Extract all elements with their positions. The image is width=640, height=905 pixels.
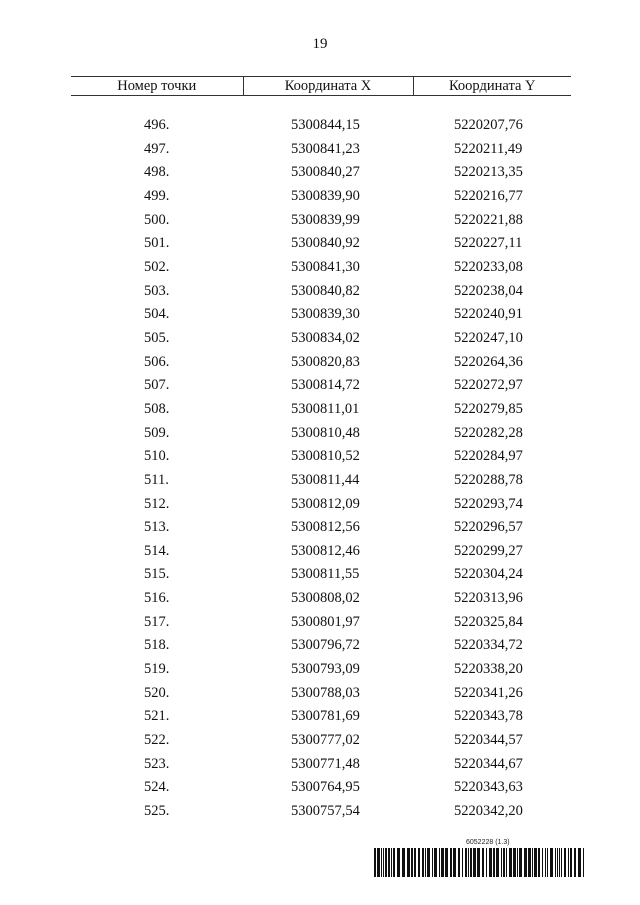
cell-coordinate-y: 5220264,36 [454, 353, 523, 370]
cell-coordinate-y: 5220343,78 [454, 708, 523, 725]
table-row [71, 729, 571, 753]
table-row [71, 800, 571, 824]
cell-point-number: 509. [144, 424, 170, 441]
cell-coordinate-y: 5220344,67 [454, 755, 523, 772]
cell-point-number: 506. [144, 353, 170, 370]
cell-coordinate-y: 5220296,57 [454, 519, 523, 536]
table-row [71, 587, 571, 611]
cell-coordinate-x: 5300834,02 [291, 329, 360, 346]
table-row [71, 753, 571, 777]
table-row [71, 682, 571, 706]
barcode-label: 6052228 (1.3) [466, 839, 510, 846]
cell-coordinate-y: 5220211,49 [454, 140, 523, 157]
cell-coordinate-y: 5220341,26 [454, 684, 523, 701]
cell-coordinate-x: 5300840,92 [291, 235, 360, 252]
cell-point-number: 520. [144, 684, 170, 701]
table-row [71, 705, 571, 729]
cell-coordinate-x: 5300811,55 [291, 566, 360, 583]
cell-point-number: 513. [144, 519, 170, 536]
cell-coordinate-x: 5300811,01 [291, 400, 360, 417]
cell-coordinate-y: 5220334,72 [454, 637, 523, 654]
table-row [71, 232, 571, 256]
cell-coordinate-y: 5220279,85 [454, 400, 523, 417]
cell-coordinate-y: 5220284,97 [454, 448, 523, 465]
header-coordinate-y: Координата Y [413, 77, 571, 96]
cell-coordinate-x: 5300839,30 [291, 306, 360, 323]
cell-point-number: 502. [144, 258, 170, 275]
cell-coordinate-x: 5300788,03 [291, 684, 360, 701]
table-row [71, 516, 571, 540]
cell-coordinate-x: 5300812,09 [291, 495, 360, 512]
cell-coordinate-x: 5300810,48 [291, 424, 360, 441]
cell-coordinate-x: 5300764,95 [291, 779, 360, 796]
cell-coordinate-y: 5220344,57 [454, 732, 523, 749]
table-row [71, 185, 571, 209]
table-body [71, 96, 571, 824]
header-coordinate-x: Координата X [243, 77, 413, 96]
cell-coordinate-x: 5300841,30 [291, 258, 360, 275]
cell-coordinate-y: 5220343,63 [454, 779, 523, 796]
table-row [71, 445, 571, 469]
cell-coordinate-x: 5300793,09 [291, 661, 360, 678]
cell-point-number: 517. [144, 613, 170, 630]
cell-coordinate-x: 5300841,23 [291, 140, 360, 157]
table-row [71, 422, 571, 446]
cell-point-number: 512. [144, 495, 170, 512]
cell-point-number: 497. [144, 140, 170, 157]
cell-point-number: 519. [144, 661, 170, 678]
barcode-icon [374, 848, 588, 877]
cell-coordinate-x: 5300812,56 [291, 519, 360, 536]
table-row [71, 374, 571, 398]
cell-coordinate-x: 5300757,54 [291, 803, 360, 820]
cell-coordinate-y: 5220313,96 [454, 590, 523, 607]
cell-coordinate-x: 5300810,52 [291, 448, 360, 465]
table-row [71, 658, 571, 682]
cell-point-number: 508. [144, 400, 170, 417]
cell-coordinate-y: 5220233,08 [454, 258, 523, 275]
cell-coordinate-x: 5300839,90 [291, 187, 360, 204]
cell-coordinate-y: 5220282,28 [454, 424, 523, 441]
cell-coordinate-y: 5220272,97 [454, 377, 523, 394]
cell-coordinate-x: 5300840,27 [291, 164, 360, 181]
cell-point-number: 503. [144, 282, 170, 299]
cell-point-number: 505. [144, 329, 170, 346]
cell-coordinate-y: 5220293,74 [454, 495, 523, 512]
table-row [71, 563, 571, 587]
cell-point-number: 521. [144, 708, 170, 725]
cell-point-number: 523. [144, 755, 170, 772]
table-row [71, 280, 571, 304]
cell-point-number: 501. [144, 235, 170, 252]
cell-point-number: 511. [144, 471, 169, 488]
cell-coordinate-y: 5220288,78 [454, 471, 523, 488]
cell-coordinate-y: 5220338,20 [454, 661, 523, 678]
cell-coordinate-y: 5220227,11 [454, 235, 523, 252]
cell-coordinate-x: 5300777,02 [291, 732, 360, 749]
table-row [71, 351, 571, 375]
cell-point-number: 504. [144, 306, 170, 323]
cell-coordinate-y: 5220221,88 [454, 211, 523, 228]
page-number: 19 [312, 36, 328, 52]
cell-point-number: 498. [144, 164, 170, 181]
table-row [71, 776, 571, 800]
coordinates-table [71, 76, 571, 824]
cell-coordinate-y: 5220247,10 [454, 329, 523, 346]
table-row [71, 611, 571, 635]
table-row [71, 209, 571, 233]
table-row [71, 540, 571, 564]
cell-point-number: 507. [144, 377, 170, 394]
cell-coordinate-y: 5220238,04 [454, 282, 523, 299]
cell-coordinate-x: 5300812,46 [291, 542, 360, 559]
cell-point-number: 522. [144, 732, 170, 749]
cell-coordinate-x: 5300840,82 [291, 282, 360, 299]
cell-coordinate-y: 5220299,27 [454, 542, 523, 559]
cell-coordinate-y: 5220304,24 [454, 566, 523, 583]
cell-point-number: 499. [144, 187, 170, 204]
cell-point-number: 515. [144, 566, 170, 583]
cell-coordinate-x: 5300844,15 [291, 117, 360, 133]
cell-point-number: 518. [144, 637, 170, 654]
cell-coordinate-x: 5300820,83 [291, 353, 360, 370]
cell-coordinate-y: 5220213,35 [454, 164, 523, 181]
cell-point-number: 514. [144, 542, 170, 559]
table-row [71, 114, 571, 138]
barcode [374, 839, 588, 877]
cell-point-number: 516. [144, 590, 170, 607]
table-row [71, 303, 571, 327]
table-row [71, 138, 571, 162]
cell-point-number: 525. [144, 803, 170, 820]
table-row [71, 469, 571, 493]
cell-coordinate-x: 5300839,99 [291, 211, 360, 228]
cell-coordinate-y: 5220325,84 [454, 613, 523, 630]
cell-coordinate-x: 5300814,72 [291, 377, 360, 394]
cell-coordinate-x: 5300781,69 [291, 708, 360, 725]
table-header-row [71, 77, 571, 96]
cell-point-number: 524. [144, 779, 170, 796]
header-point-number: Номер точки [71, 77, 243, 96]
cell-coordinate-x: 5300796,72 [291, 637, 360, 654]
cell-coordinate-x: 5300808,02 [291, 590, 360, 607]
table-row [71, 256, 571, 280]
cell-coordinate-y: 5220240,91 [454, 306, 523, 323]
cell-coordinate-x: 5300811,44 [291, 471, 360, 488]
cell-coordinate-x: 5300801,97 [291, 613, 360, 630]
cell-coordinate-y: 5220342,20 [454, 803, 523, 820]
cell-point-number: 496. [144, 117, 170, 133]
table-row [71, 161, 571, 185]
table-row [71, 493, 571, 517]
table-row [71, 634, 571, 658]
table-row [71, 398, 571, 422]
cell-point-number: 510. [144, 448, 170, 465]
cell-coordinate-x: 5300771,48 [291, 755, 360, 772]
cell-coordinate-y: 5220216,77 [454, 187, 523, 204]
cell-point-number: 500. [144, 211, 170, 228]
table-row [71, 327, 571, 351]
cell-coordinate-y: 5220207,76 [454, 117, 523, 133]
table-spacer [71, 96, 571, 115]
